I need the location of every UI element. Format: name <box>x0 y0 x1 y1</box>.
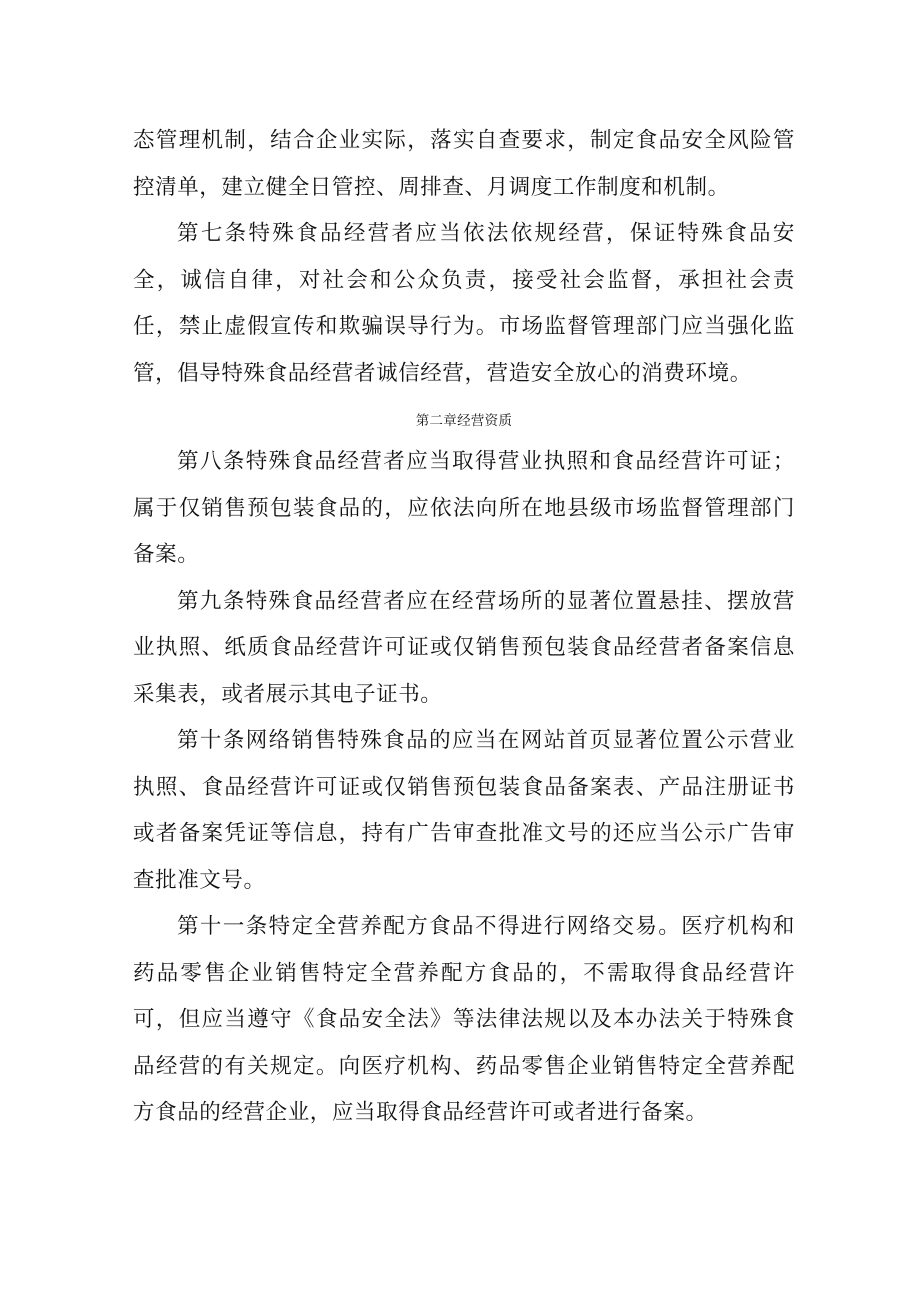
document-body <box>133 118 795 1137</box>
paragraph-article-10: 第十条网络销售特殊食品的应当在网站首页显著位置公示营业执照、食品经营许可证或仅销售预包装食品备案表、产品注册证书或者备案凭证等信息，持有广告审查批准文号的还应当公示广告审查批准文号。 <box>133 728 795 893</box>
paragraph-article-8: 第八条特殊食品经营者应当取得营业执照和食品经营许可证；属于仅销售预包装食品的，应依法向所在地县级市场监督管理部门备案。 <box>133 449 795 567</box>
paragraph-article-7: 第七条特殊食品经营者应当依法依规经营，保证特殊食品安全，诚信自律，对社会和公众负责，接受社会监督，承担社会责任，禁止虚假宣传和欺骗误导行为。市场监督管理部门应当强化监管，倡导特殊食品经营者诚信经营，营造安全放心的消费环境。 <box>133 221 795 386</box>
paragraph-continuation: 态管理机制，结合企业实际，落实自查要求，制定食品安全风险管控清单，建立健全日管控、周排查、月调度工作制度和机制。 <box>133 128 795 200</box>
paragraph-article-9: 第九条特殊食品经营者应在经营场所的显著位置悬挂、摆放营业执照、纸质食品经营许可证或仅销售预包装食品经营者备案信息采集表，或者展示其电子证书。 <box>133 588 795 707</box>
chapter-heading: 第二章经营资质 <box>415 413 513 429</box>
paragraph-article-11: 第十一条特定全营养配方食品不得进行网络交易。医疗机构和药品零售企业销售特定全营养配方食品的，不需取得食品经营许可，但应当遵守《食品安全法》等法律法规以及本办法关于特殊食品经营的有关规定。向医疗机构、药品零售企业销售特定全营养配方食品的经营企业，应当取得食品经营许可或者进行备案。 <box>133 914 795 1125</box>
